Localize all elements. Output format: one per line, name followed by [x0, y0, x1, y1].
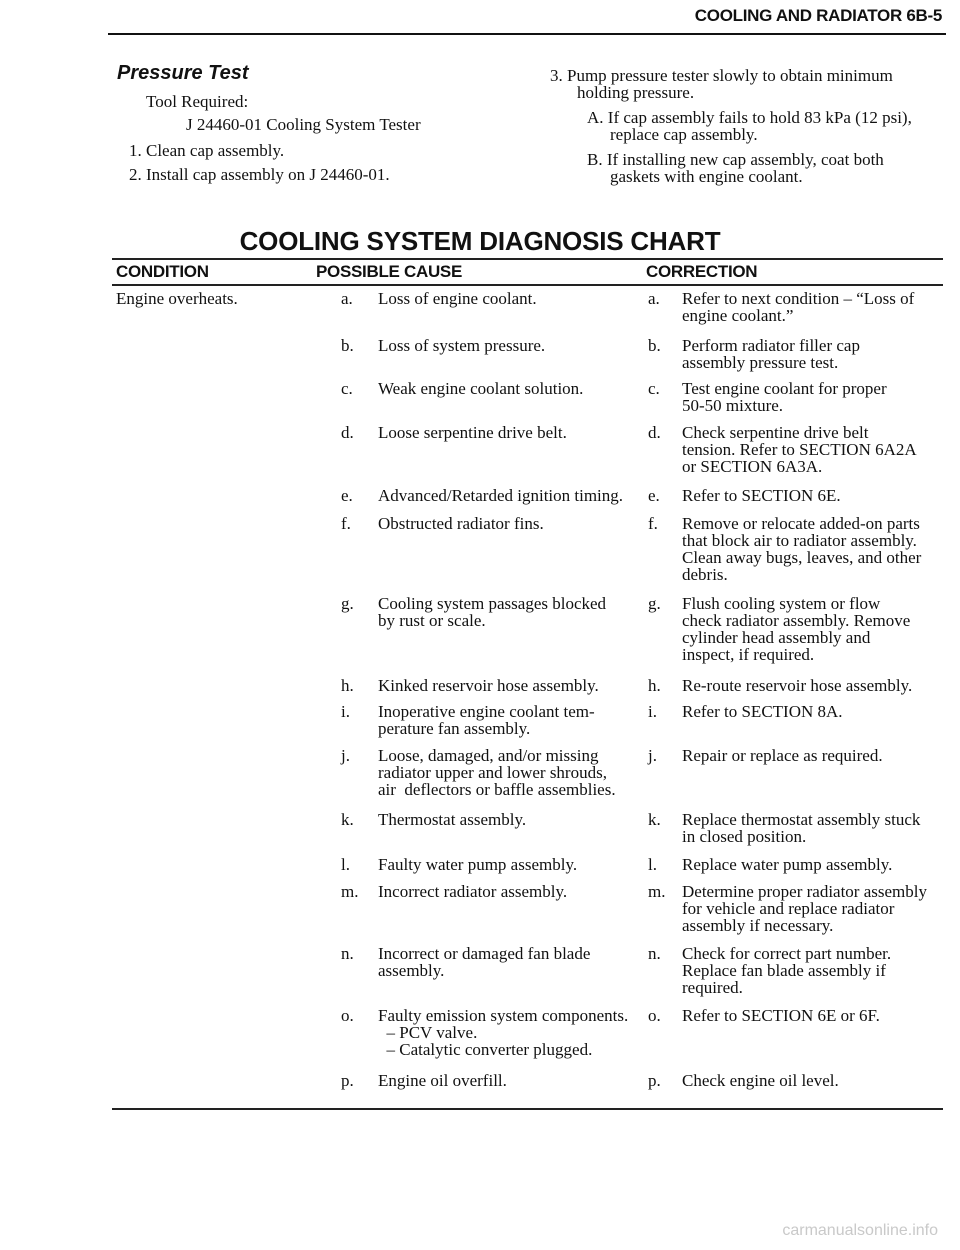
footer-rule [112, 1108, 943, 1110]
correction-text: Replace thermostat assembly stuck in closed position. [682, 810, 921, 846]
cause-letter: j. [341, 746, 350, 765]
possible-cause: Loss of engine coolant. [378, 289, 537, 308]
correction-text: Flush cooling system or flow check radiator assembly. Remove cylinder head assembly and inspect, if required. [682, 594, 911, 664]
watermark: carmanualsonline.info [782, 1222, 938, 1239]
correction-letter: h. [648, 676, 661, 695]
correction-letter: l. [648, 855, 657, 874]
correction-letter: a. [648, 289, 660, 308]
cause-letter: f. [341, 514, 351, 533]
correction-letter: b. [648, 336, 661, 355]
correction-text: Refer to SECTION 6E. [682, 486, 841, 505]
step-2: 2. Install cap assembly on J 24460-01. [129, 165, 390, 184]
possible-cause: Inoperative engine coolant tem- perature fan assembly. [378, 702, 595, 738]
possible-cause: Loss of system pressure. [378, 336, 546, 355]
correction-text: Check for correct part number. Replace fan blade assembly if required. [682, 944, 892, 997]
correction-text: Refer to SECTION 8A. [682, 702, 843, 721]
correction-letter: m. [648, 882, 666, 901]
step-3b-line2: gaskets with engine coolant. [610, 167, 803, 186]
cause-letter: d. [341, 423, 354, 442]
correction-letter: o. [648, 1006, 661, 1025]
correction-letter: j. [648, 746, 657, 765]
possible-cause: Kinked reservoir hose assembly. [378, 676, 599, 695]
correction-letter: g. [648, 594, 661, 613]
possible-cause: Thermostat assembly. [378, 810, 527, 829]
correction-text: Test engine coolant for proper 50-50 mixture. [682, 379, 887, 415]
possible-cause: Loose serpentine drive belt. [378, 423, 567, 442]
step-3a-line1: A. If cap assembly fails to hold 83 kPa (12 psi), [587, 108, 912, 127]
cause-letter: h. [341, 676, 354, 695]
condition-text: Engine overheats. [116, 289, 238, 308]
cause-letter: i. [341, 702, 350, 721]
cause-letter: a. [341, 289, 353, 308]
step-3b-line1: B. If installing new cap assembly, coat both [587, 150, 884, 169]
cause-letter: c. [341, 379, 353, 398]
correction-text: Re-route reservoir hose assembly. [682, 676, 913, 695]
correction-letter: i. [648, 702, 657, 721]
column-header-correction: CORRECTION [646, 262, 758, 281]
step-3-line1: 3. Pump pressure tester slowly to obtain minimum [550, 66, 893, 85]
correction-letter: n. [648, 944, 661, 963]
possible-cause: Advanced/Retarded ignition timing. [378, 486, 624, 505]
cause-letter: l. [341, 855, 350, 874]
tool-required-label: Tool Required: [146, 92, 249, 111]
correction-text: Refer to SECTION 6E or 6F. [682, 1006, 880, 1025]
possible-cause: Obstructed radiator fins. [378, 514, 544, 533]
correction-letter: k. [648, 810, 661, 829]
correction-text: Check engine oil level. [682, 1071, 839, 1090]
page-header-title: COOLING AND RADIATOR 6B-5 [694, 6, 942, 25]
correction-text: Refer to next condition – “Loss of engine coolant.” [682, 289, 915, 325]
possible-cause: Faulty emission system components. – PCV valve. – Catalytic converter plugged. [378, 1006, 629, 1059]
chart-title: COOLING SYSTEM DIAGNOSIS CHART [239, 226, 721, 256]
correction-text: Remove or relocate added-on parts that block air to radiator assembly. Clean away bugs, leaves, and other debris. [682, 514, 922, 584]
correction-letter: e. [648, 486, 660, 505]
header-bottom-rule [112, 284, 943, 286]
correction-text: Perform radiator filler cap assembly pressure test. [682, 336, 860, 372]
cause-letter: p. [341, 1071, 354, 1090]
step-3a-line2: replace cap assembly. [610, 125, 758, 144]
cause-letter: e. [341, 486, 353, 505]
step-1: 1. Clean cap assembly. [129, 141, 285, 160]
column-header-condition: CONDITION [116, 262, 209, 281]
cause-letter: b. [341, 336, 354, 355]
possible-cause: Faulty water pump assembly. [378, 855, 578, 874]
cause-letter: o. [341, 1006, 354, 1025]
possible-cause: Engine oil overfill. [378, 1071, 507, 1090]
correction-letter: d. [648, 423, 661, 442]
possible-cause: Weak engine coolant solution. [378, 379, 584, 398]
possible-cause: Incorrect radiator assembly. [378, 882, 568, 901]
correction-letter: f. [648, 514, 658, 533]
cause-letter: n. [341, 944, 354, 963]
possible-cause: Incorrect or damaged fan blade assembly. [378, 944, 591, 980]
correction-text: Repair or replace as required. [682, 746, 883, 765]
tool-name: J 24460-01 Cooling System Tester [186, 115, 421, 134]
correction-letter: c. [648, 379, 660, 398]
possible-cause: Cooling system passages blocked by rust or scale. [378, 594, 607, 630]
cause-letter: m. [341, 882, 359, 901]
correction-text: Replace water pump assembly. [682, 855, 893, 874]
correction-text: Check serpentine drive belt tension. Refer to SECTION 6A2A or SECTION 6A3A. [682, 423, 917, 476]
cause-letter: g. [341, 594, 354, 613]
step-3-line2: holding pressure. [577, 83, 695, 102]
chart-top-rule [112, 258, 943, 260]
header-rule [108, 33, 946, 35]
section-title: Pressure Test [117, 62, 249, 84]
cause-letter: k. [341, 810, 354, 829]
possible-cause: Loose, damaged, and/or missing radiator upper and lower shrouds, air deflectors or baffle assemblies. [378, 746, 616, 799]
column-header-possible-cause: POSSIBLE CAUSE [316, 262, 462, 281]
correction-letter: p. [648, 1071, 661, 1090]
correction-text: Determine proper radiator assembly for vehicle and replace radiator assembly if necessary. [682, 882, 927, 935]
